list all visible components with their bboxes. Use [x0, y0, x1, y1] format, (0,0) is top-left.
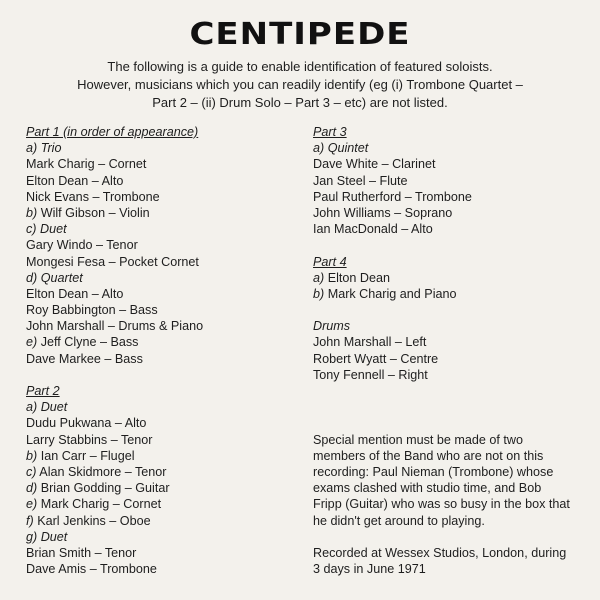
credit-line: Dave White – Clarinet	[313, 157, 436, 172]
credit-line: Recorded at Wessex Studios, London, during	[313, 545, 567, 560]
credit-text: Ian Carr – Flugel	[37, 448, 135, 463]
credit-line	[313, 286, 595, 302]
item-marker: d)	[26, 481, 38, 496]
spacer	[313, 399, 595, 415]
credit-line	[26, 448, 296, 464]
subsection-label: d) Quartet	[26, 270, 83, 285]
credit-line: Larry Stabbins – Tenor	[26, 432, 153, 447]
band-logo: CENTIPEDE	[189, 16, 411, 52]
subsection-label: Drums	[313, 319, 351, 334]
credit-text: Mark Charig and Piano	[324, 286, 457, 301]
credit-text: Wilf Gibson – Violin	[37, 205, 150, 220]
credit-line: Robert Wyatt – Centre	[313, 351, 439, 366]
item-marker: f)	[26, 513, 34, 528]
credit-line: Dave Markee – Bass	[26, 351, 143, 366]
credit-line: John Marshall – Left	[313, 335, 427, 350]
credit-line: Roy Babbington – Bass	[26, 303, 158, 318]
credit-line: John Marshall – Drums & Piano	[26, 319, 204, 334]
item-marker: b)	[26, 205, 38, 220]
item-marker: b)	[26, 448, 38, 463]
credit-line: John Williams – Soprano	[313, 205, 453, 220]
right-column	[313, 124, 595, 577]
intro-line: However, musicians which you can readily identify (eg (i) Trombone Quartet –	[77, 77, 523, 92]
item-marker: e)	[26, 335, 38, 350]
subsection-label: c) Duet	[26, 222, 67, 237]
spacer	[313, 237, 595, 253]
credit-line: recording: Paul Nieman (Trombone) whose	[313, 464, 554, 479]
section-heading: Part 1 (in order of appearance)	[26, 125, 199, 139]
credit-line: Dave Amis – Trombone	[26, 562, 157, 577]
section-heading: Part 2	[26, 384, 60, 398]
intro-paragraph	[0, 58, 600, 112]
credit-text: Brian Godding – Guitar	[37, 481, 170, 496]
item-marker: e)	[26, 497, 38, 512]
credit-line: Mongesi Fesa – Pocket Cornet	[26, 254, 199, 269]
credit-line: exams clashed with studio time, and Bob	[313, 481, 542, 496]
credit-line	[26, 205, 296, 221]
credit-line: Elton Dean – Alto	[26, 173, 124, 188]
credit-line: Dudu Pukwana – Alto	[26, 416, 147, 431]
item-marker: a)	[313, 270, 325, 285]
credit-line: Mark Charig – Cornet	[26, 157, 147, 172]
credit-line: Tony Fennell – Right	[313, 367, 428, 382]
spacer	[313, 529, 595, 545]
spacer	[313, 415, 595, 431]
credit-line: Fripp (Guitar) who was so busy in the box that	[313, 497, 570, 512]
credit-text: Mark Charig – Cornet	[37, 497, 162, 512]
credit-line	[26, 464, 296, 480]
section-heading: Part 4	[313, 254, 347, 269]
subsection-label: a) Trio	[26, 141, 62, 156]
credit-line	[26, 480, 296, 496]
credit-line: Special mention must be made of two	[313, 432, 524, 447]
credit-text: Alan Skidmore – Tenor	[36, 464, 167, 479]
credit-line: he didn't get around to playing.	[313, 513, 485, 528]
credit-line: Gary Windo – Tenor	[26, 238, 138, 253]
spacer	[313, 302, 595, 318]
left-column	[26, 124, 296, 577]
subsection-label: a) Duet	[26, 400, 68, 415]
intro-line: Part 2 – (ii) Drum Solo – Part 3 – etc) are not listed.	[152, 95, 448, 110]
section-heading: Part 3	[313, 125, 347, 139]
intro-line: The following is a guide to enable identification of featured soloists.	[107, 59, 493, 74]
credit-line	[26, 496, 296, 512]
credit-line	[26, 513, 296, 529]
credit-line: Brian Smith – Tenor	[26, 545, 137, 560]
item-marker: c)	[26, 464, 37, 479]
credit-line	[313, 270, 595, 286]
credit-line: Jan Steel – Flute	[313, 173, 408, 188]
item-marker: b)	[313, 286, 325, 301]
credit-text: Elton Dean	[324, 270, 391, 285]
credit-line: Ian MacDonald – Alto	[313, 222, 433, 237]
credit-line	[26, 334, 296, 350]
credit-line: Paul Rutherford – Trombone	[313, 189, 472, 204]
subsection-label: g) Duet	[26, 529, 68, 544]
credit-line: members of the Band who are not on this	[313, 448, 544, 463]
credit-text: Karl Jenkins – Oboe	[33, 513, 151, 528]
subsection-label: a) Quintet	[313, 141, 369, 156]
credit-line: Nick Evans – Trombone	[26, 189, 160, 204]
spacer	[313, 383, 595, 399]
credit-line: Elton Dean – Alto	[26, 286, 124, 301]
spacer	[26, 367, 296, 383]
credit-text: Jeff Clyne – Bass	[37, 335, 139, 350]
credit-line: 3 days in June 1971	[313, 562, 426, 577]
